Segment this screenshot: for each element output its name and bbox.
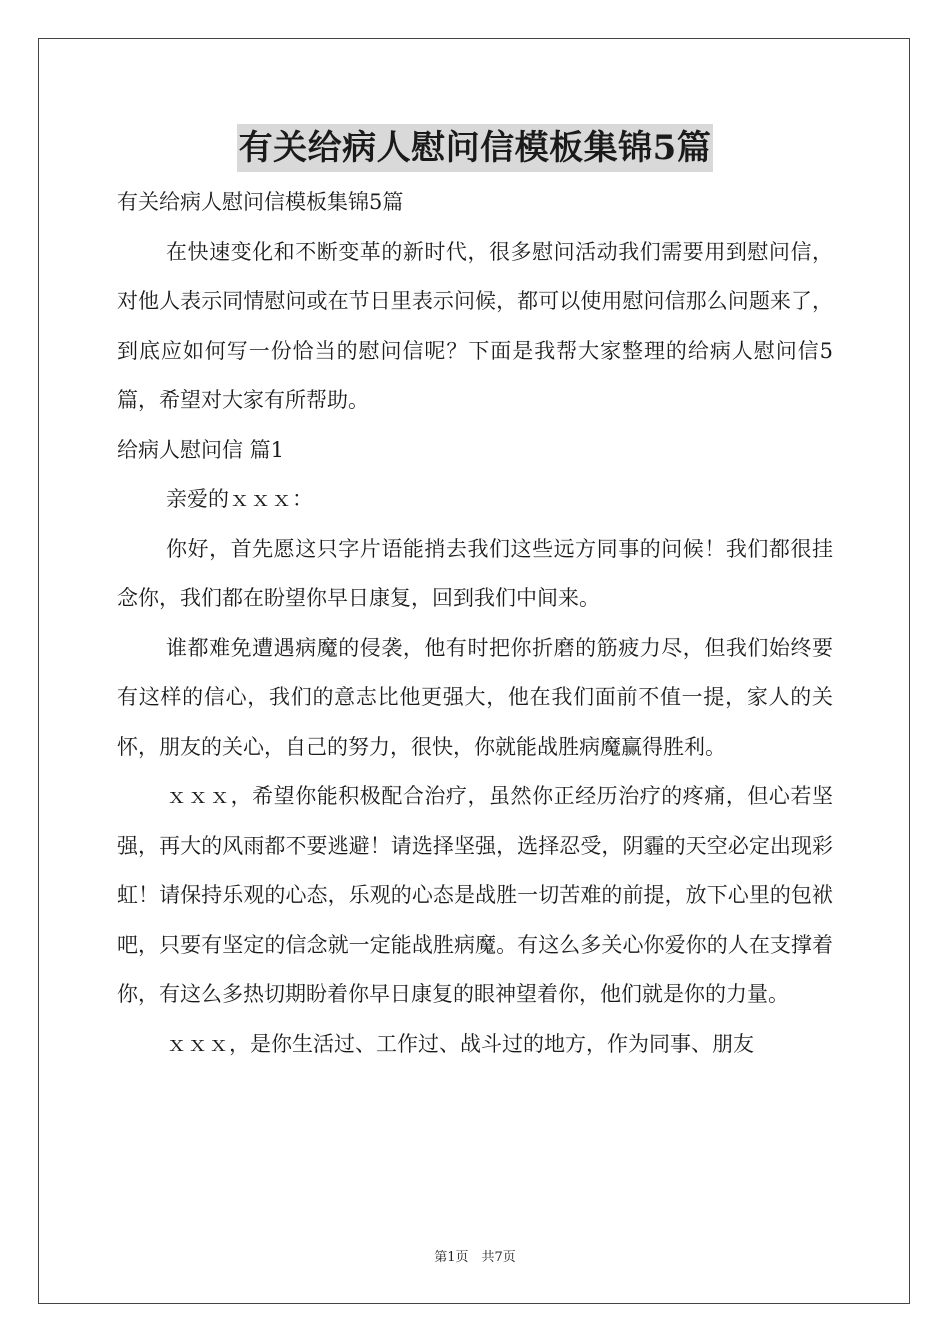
title-container (0, 124, 950, 172)
body-paragraph: 你好，首先愿这只字片语能捎去我们这些远方同事的问候！我们都很挂念你，我们都在盼望你早日康复，回到我们中间来。 (117, 536, 833, 610)
body-paragraph: 谁都难免遭遇病魔的侵袭，他有时把你折磨的筋疲力尽，但我们始终要有这样的信心，我们的意志比他更强大，他在我们面前不值一提，家人的关怀，朋友的关心，自己的努力，很快，你就能战胜病魔赢得胜利。 (117, 635, 833, 759)
body-paragraph: ｘｘｘ，希望你能积极配合治疗，虽然你正经历治疗的疼痛，但心若坚强，再大的风雨都不要逃避！请选择坚强，选择忍受，阴霾的天空必定出现彩虹！请保持乐观的心态，乐观的心态是战胜一切苦难的前提，放下心里的包袱吧，只要有坚定的信念就一定能战胜病魔。有这么多关心你爱你的人在支撑着你，有这么多热切期盼着你早日康复的眼神望着你，他们就是你的力量。 (117, 784, 833, 1006)
subtitle-line: 有关给病人慰问信模板集锦5篇 (117, 190, 404, 214)
document-body (117, 178, 833, 1069)
section-heading: 给病人慰问信 篇1 (117, 437, 285, 462)
salutation: 亲爱的ｘｘｘ： (166, 487, 313, 511)
body-paragraph: ｘｘｘ，是你生活过、工作过、战斗过的地方，作为同事、朋友 (166, 1031, 754, 1056)
page-footer: 第1页 共7页 (434, 1250, 516, 1265)
document-title: 有关给病人慰问信模板集锦5篇 (237, 124, 714, 172)
intro-paragraph: 在快速变化和不断变革的新时代，很多慰问活动我们需要用到慰问信，对他人表示同情慰问或在节日里表示问候，都可以使用慰问信那么问题来了，到底应如何写一份恰当的慰问信呢？下面是我帮大家整理的给病人慰问信5篇，希望对大家有所帮助。 (117, 239, 833, 412)
